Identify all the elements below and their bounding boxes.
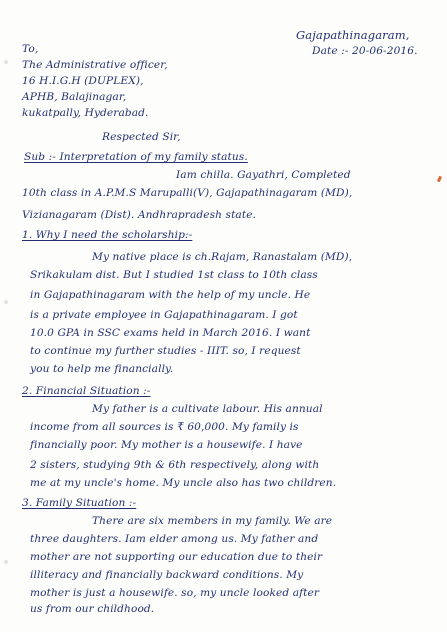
punch-hole: [4, 60, 8, 64]
paragraph-line: mother are not supporting our education due to their: [30, 551, 323, 563]
paragraph-line: 2 sisters, studying 9th & 6th respectively, along with: [30, 459, 320, 471]
ink-mark: [437, 176, 442, 183]
paragraph-line: to continue my further studies - IIIT. so, I request: [30, 345, 301, 357]
paragraph-line: illiteracy and financially backward conditions. My: [30, 569, 304, 581]
intro-line: Vizianagaram (Dist). Andhrapradesh state.: [22, 209, 257, 221]
section-heading-family: 3. Family Situation :-: [22, 497, 137, 509]
address-line: APHB, Balajinagar,: [22, 91, 127, 103]
section-heading-scholarship: 1. Why I need the scholarship:-: [22, 229, 193, 241]
intro-line: Iam chilla. Gayathri, Completed: [176, 169, 351, 181]
subject-line: Sub :- Interpretation of my family status.: [24, 151, 248, 163]
address-line: 16 H.I.G.H (DUPLEX),: [22, 75, 144, 87]
paragraph-line: 10.0 GPA in SSC exams held in March 2016. I want: [30, 327, 311, 339]
address-line: The Administrative officer,: [22, 59, 168, 71]
punch-hole: [4, 560, 8, 564]
section-heading-financial: 2. Financial Situation :-: [22, 385, 151, 397]
paragraph-line: Srikakulam dist. But I studied 1st class to 10th class: [30, 269, 318, 281]
intro-line: 10th class in A.P.M.S Marupalli(V), Gajapathinagaram (MD),: [22, 187, 353, 199]
paragraph-line: financially poor. My mother is a housewife. I have: [30, 439, 303, 451]
paragraph-line: My native place is ch.Rajam, Ranastalam (MD),: [92, 251, 353, 263]
paragraph-line: me at my uncle's home. My uncle also has two children.: [30, 477, 337, 489]
address-line: kukatpally, Hyderabad.: [22, 107, 149, 119]
paragraph-line: mother is just a housewife. so, my uncle looked after: [30, 587, 320, 599]
paragraph-line: income from all sources is ₹ 60,000. My family is: [30, 421, 299, 433]
paragraph-line: us from our childhood.: [30, 603, 155, 615]
place: Gajapathinagaram,: [296, 28, 410, 42]
paragraph-line: in Gajapathinagaram with the help of my uncle. He: [30, 289, 311, 301]
paragraph-line: three daughters. Iam elder among us. My father and: [30, 533, 319, 545]
paragraph-line: My father is a cultivate labour. His annual: [92, 403, 323, 415]
salutation: Respected Sir,: [102, 131, 181, 143]
date: Date :- 20-06-2016.: [312, 45, 418, 57]
paragraph-line: you to help me financially.: [30, 363, 174, 375]
paragraph-line: There are six members in my family. We are: [92, 515, 333, 527]
paragraph-line: is a private employee in Gajapathinagaram. I got: [30, 309, 298, 321]
address-line: To,: [22, 43, 39, 55]
punch-hole: [4, 300, 8, 304]
